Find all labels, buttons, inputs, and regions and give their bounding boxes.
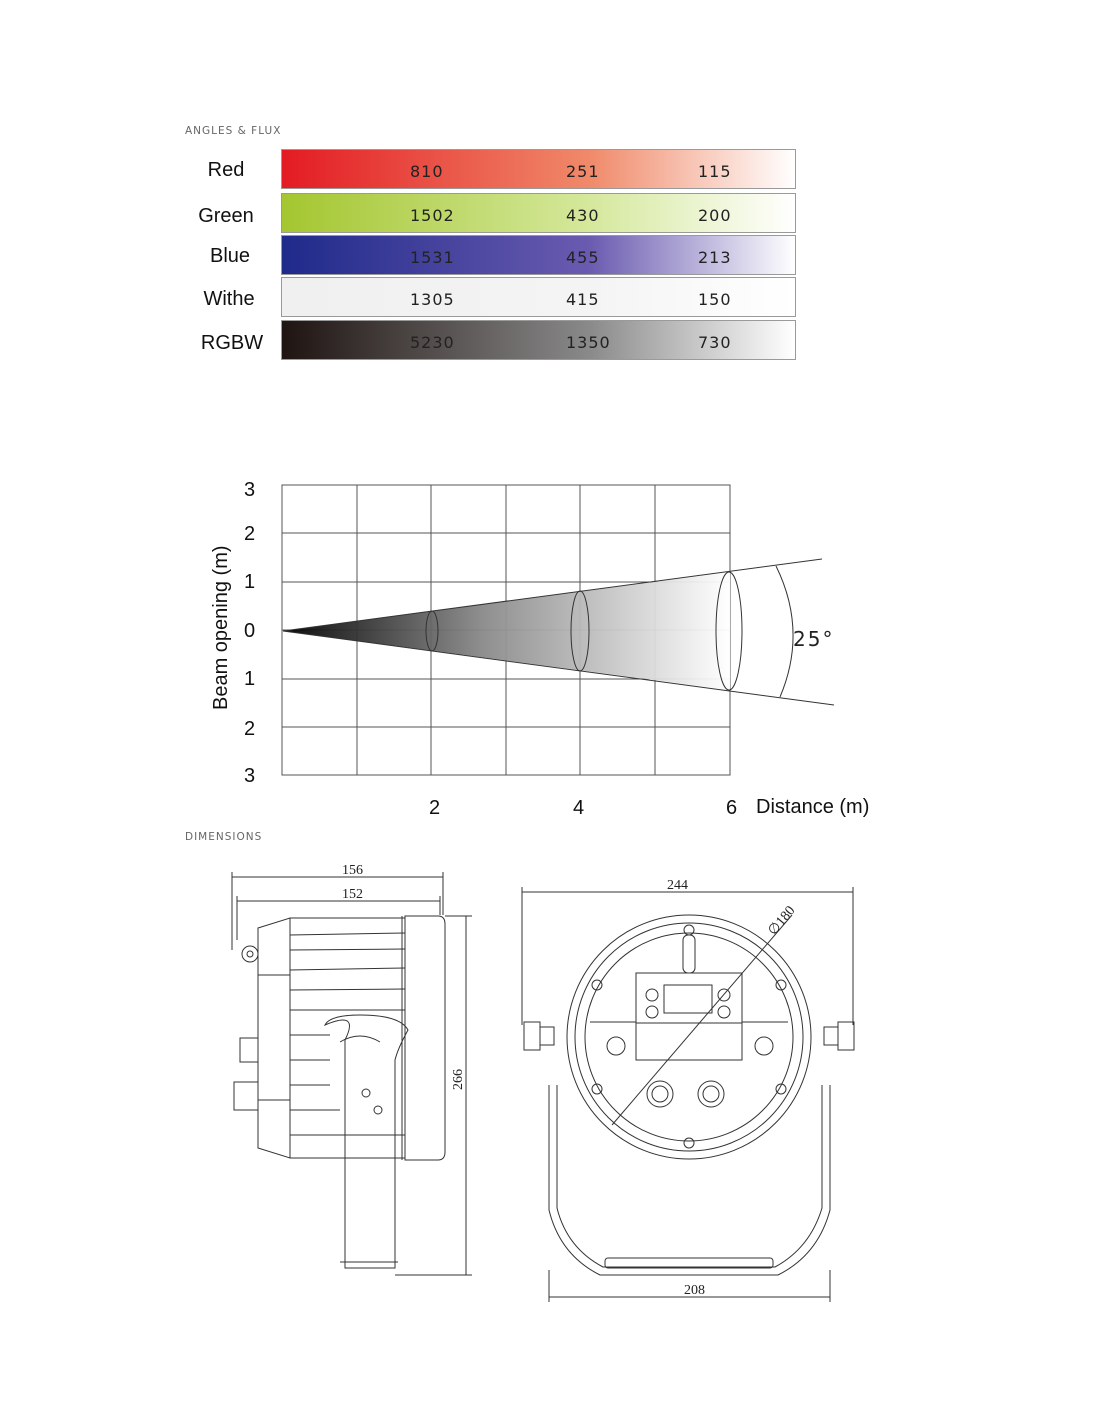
flux-value: 200 [698,206,732,225]
row-label-rgbw: RGBW [200,332,264,354]
dim-diameter: ∅180 [765,903,799,939]
x-tick-label: 6 [726,797,738,819]
y-tick-label: 2 [244,523,256,545]
y-tick-label: 3 [244,765,256,787]
dim-front-width: 244 [667,878,688,893]
flux-value: 1305 [410,290,455,309]
flux-value: 213 [698,248,732,267]
dim-side-inner-width: 152 [342,887,363,902]
flux-value: 455 [566,248,600,267]
dim-base-width: 208 [684,1283,705,1298]
y-tick-label: 1 [244,668,256,690]
flux-value: 1531 [410,248,455,267]
x-tick-label: 2 [429,797,441,819]
section-title-angles-flux: ANGLES & FLUX [185,125,282,137]
section-title-dimensions: DIMENSIONS [185,831,263,843]
y-tick-label: 3 [244,479,256,501]
x-tick-labels [429,797,737,819]
row-label-withe: Withe [203,288,255,310]
x-axis-label: Distance (m) [756,796,870,818]
row-label-green: Green [198,205,254,227]
angle-label: 25° [793,627,835,651]
x-tick-label: 4 [573,797,585,819]
flux-value: 115 [698,162,732,181]
side-view-drawing [232,872,472,1275]
flux-value: 415 [566,290,600,309]
dim-height: 266 [451,1069,466,1090]
flux-value: 430 [566,206,600,225]
flux-value: 5230 [410,333,455,352]
flux-value: 150 [698,290,732,309]
y-tick-label: 2 [244,718,256,740]
flux-value: 730 [698,333,732,352]
flux-value: 1350 [566,333,611,352]
row-label-red: Red [207,159,245,181]
y-tick-labels [244,479,255,787]
y-tick-label: 1 [244,571,256,593]
flux-value: 1502 [410,206,455,225]
angle-arc [776,566,793,697]
y-axis-label: Beam opening (m) [210,545,232,710]
dim-side-outer-width: 156 [342,863,363,878]
flux-value: 251 [566,162,600,181]
y-tick-label: 0 [244,620,256,642]
row-label-blue: Blue [209,245,251,267]
beam-chart [210,479,869,819]
front-view-drawing [522,887,854,1302]
flux-value: 810 [410,162,444,181]
